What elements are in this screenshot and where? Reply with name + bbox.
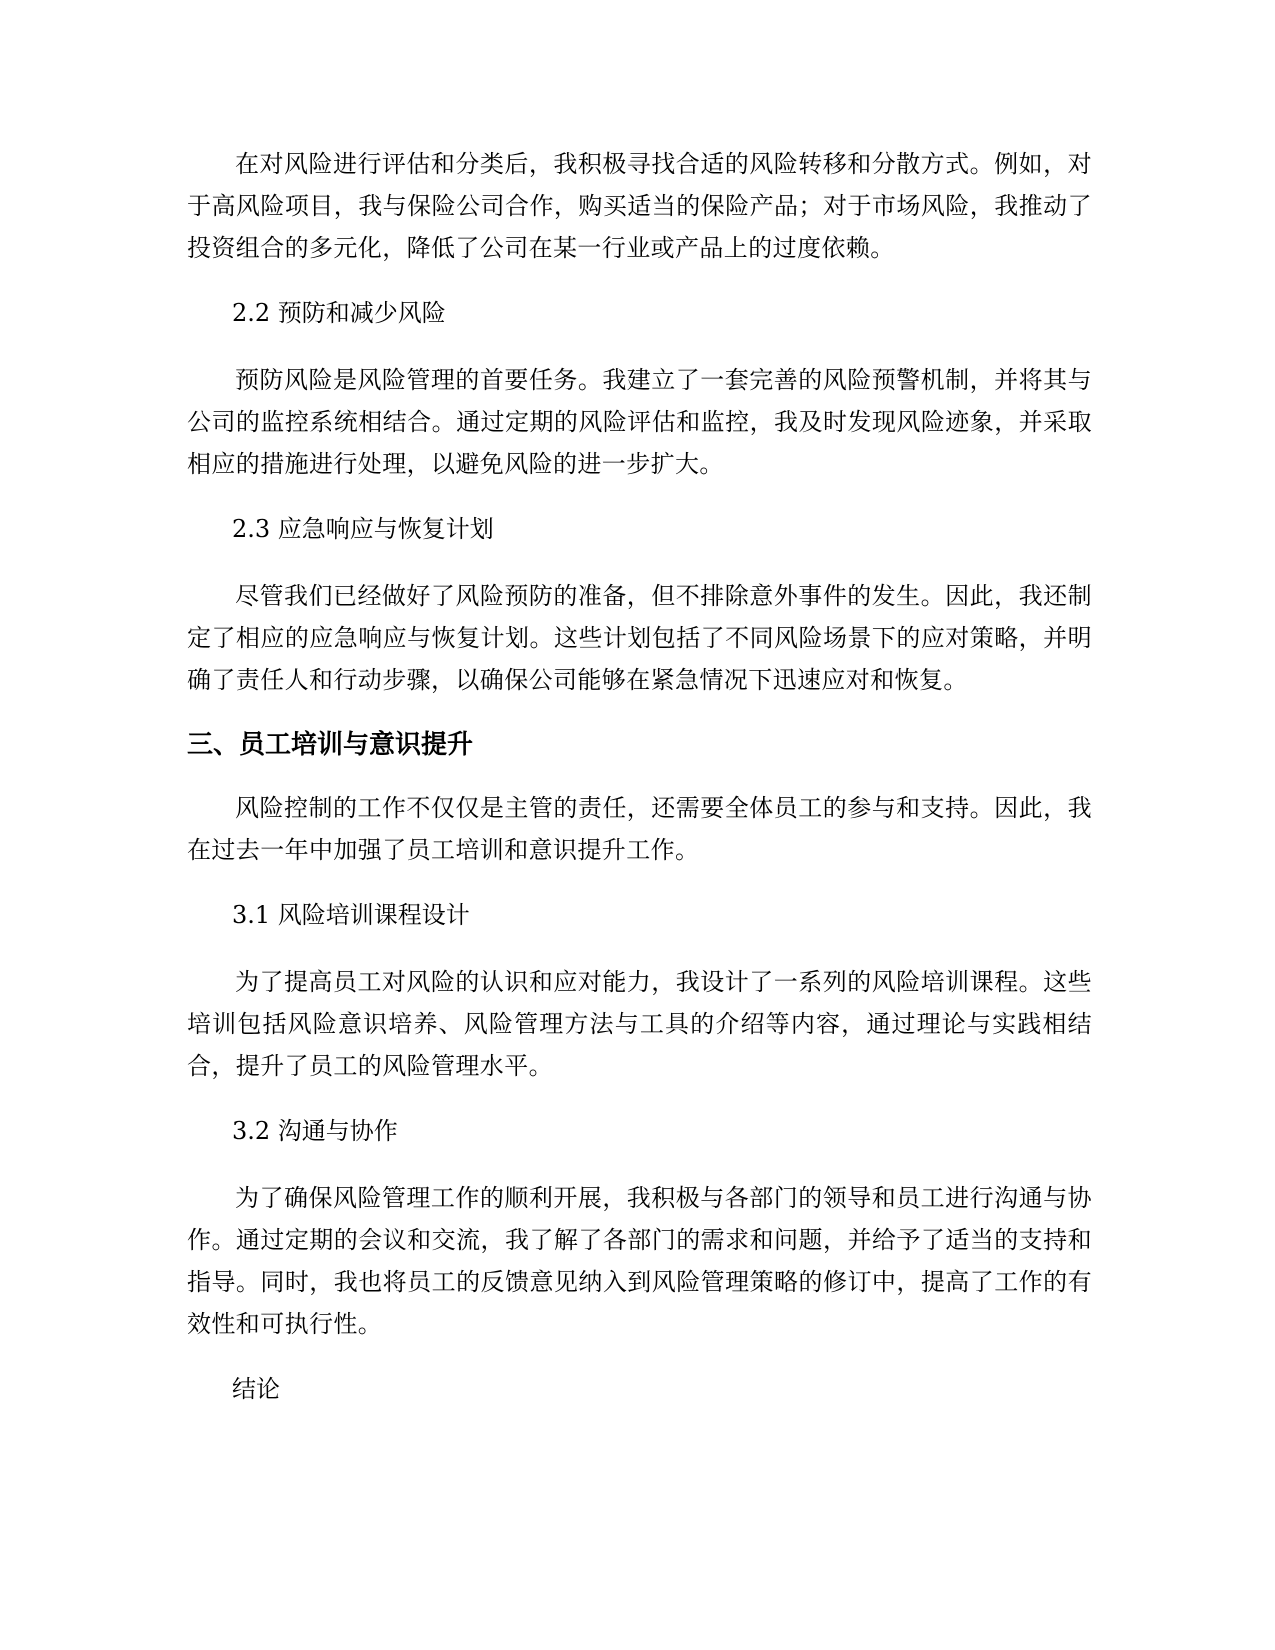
subheading-3-2: 3.2 沟通与协作 — [232, 1117, 398, 1145]
paragraph-3-2: 为了确保风险管理工作的顺利开展，我积极与各部门的领导和员工进行沟通与协作。通过定期的会议和交流，我了解了各部门的需求和问题，并给予了适当的支持和指导。同时，我也将员工的反馈意见纳入到风险管理策略的修订中，提高了工作的有效性和可执行性。 — [187, 1184, 1092, 1338]
document-body — [187, 143, 1092, 1435]
paragraph-risk-transfer: 在对风险进行评估和分类后，我积极寻找合适的风险转移和分散方式。例如，对于高风险项目，我与保险公司合作，购买适当的保险产品；对于市场风险，我推动了投资组合的多元化，降低了公司在某一行业或产品上的过度依赖。 — [187, 150, 1092, 262]
subheading-3-1: 3.1 风险培训课程设计 — [232, 901, 470, 929]
paragraph-3-intro: 风险控制的工作不仅仅是主管的责任，还需要全体员工的参与和支持。因此，我在过去一年中加强了员工培训和意识提升工作。 — [187, 794, 1092, 864]
subheading-conclusion: 结论 — [232, 1375, 280, 1403]
subheading-2-3: 2.3 应急响应与恢复计划 — [232, 515, 494, 543]
paragraph-3-1: 为了提高员工对风险的认识和应对能力，我设计了一系列的风险培训课程。这些培训包括风险意识培养、风险管理方法与工具的介绍等内容，通过理论与实践相结合，提升了员工的风险管理水平。 — [187, 968, 1092, 1080]
paragraph-2-2: 预防风险是风险管理的首要任务。我建立了一套完善的风险预警机制，并将其与公司的监控系统相结合。通过定期的风险评估和监控，我及时发现风险迹象，并采取相应的措施进行处理，以避免风险的进一步扩大。 — [187, 366, 1092, 478]
paragraph-2-3: 尽管我们已经做好了风险预防的准备，但不排除意外事件的发生。因此，我还制定了相应的应急响应与恢复计划。这些计划包括了不同风险场景下的应对策略，并明确了责任人和行动步骤，以确保公司能够在紧急情况下迅速应对和恢复。 — [187, 582, 1092, 694]
subheading-2-2: 2.2 预防和减少风险 — [232, 299, 446, 327]
section-3-title: 三、员工培训与意识提升 — [187, 730, 474, 760]
